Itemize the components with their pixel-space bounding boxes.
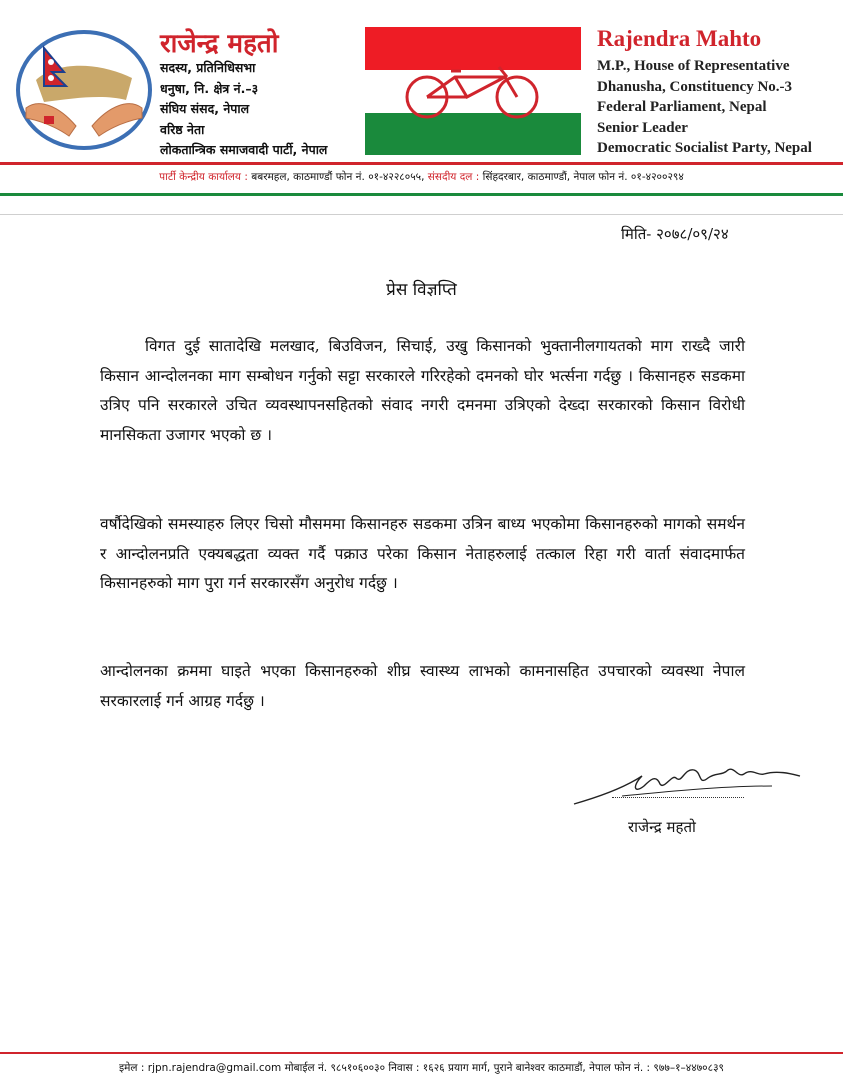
header-rule-red bbox=[0, 162, 843, 165]
english-designation bbox=[597, 56, 812, 159]
office-address-line bbox=[0, 170, 843, 184]
office-label-parliament: संसदीय दल : bbox=[427, 171, 480, 183]
office-label-party: पार्टी केन्द्रीय कार्यालय : bbox=[159, 171, 248, 183]
party-logo-icon bbox=[14, 28, 154, 152]
np-line: संघिय संसद, नेपाल bbox=[160, 101, 250, 116]
en-line: Senior Leader bbox=[597, 119, 688, 136]
nepali-name: राजेन्द्र महतो bbox=[160, 29, 279, 59]
paragraph: विगत दुई सातादेखि मलखाद, बिउविजन, सिचाई, उखु किसानको भुक्तानीलगायतको माग राख्दै जारी किसान आन्दोलनका माग सम्बोधन गर्नुको सट्टा सरकारले गरिरहेको दमनको घोर भर्त्सना गर्दछु । किसानहरु सडकमा उत्रिए पनि सरकारले उचित व्यवस्थापनसहितको संवाद नगरी दमनमा उत्रिएको देख्दा सरकारको किसान विरोधी मानसिकता उजागर भएको छ । bbox=[100, 337, 745, 444]
en-line: Federal Parliament, Nepal bbox=[597, 99, 767, 115]
en-line: M.P., House of Representative bbox=[597, 58, 790, 74]
np-line: सदस्य, प्रतिनिधिसभा bbox=[160, 60, 256, 75]
signature-icon bbox=[572, 756, 802, 816]
footer-contact: इमेल : rjpn.rajendra@gmail.com मोबाईल नं. ९८५१०६००३० निवास : १६२६ प्रयाग मार्ग, पुराने बानेश्वर काठमाडौं, नेपाल फोन नं. : ९७७–१–४४७०८३९ bbox=[119, 1062, 724, 1074]
np-line: धनुषा, नि. क्षेत्र नं.–३ bbox=[160, 80, 259, 96]
divider bbox=[0, 214, 843, 215]
signature-line bbox=[612, 797, 744, 798]
np-line: लोकतान्त्रिक समाजवादी पार्टी, नेपाल bbox=[160, 142, 328, 157]
en-line: Democratic Socialist Party, Nepal bbox=[597, 140, 812, 156]
party-flag-icon bbox=[365, 27, 581, 155]
office-text-party: बबरमहल, काठमाण्डौं फोन नं. ०१-४२२८०५५, bbox=[247, 171, 428, 183]
header-rule-green bbox=[0, 193, 843, 196]
footer-rule bbox=[0, 1052, 843, 1054]
signer-name: राजेन्द्र महतो bbox=[628, 818, 696, 836]
letter-date: मिति- २०७८/०९/२४ bbox=[621, 225, 729, 243]
document-title: प्रेस विज्ञप्ति bbox=[386, 280, 457, 300]
paragraph: आन्दोलनका क्रममा घाइते भएका किसानहरुको शीघ्र स्वास्थ्य लाभको कामनासहित उपचारको व्यवस्था नेपाल सरकारलाई गर्न आग्रह गर्दछु । bbox=[100, 662, 745, 710]
office-text-parliament: सिंहदरबार, काठमाण्डौं, नेपाल फोन नं. ०१-४२००२९४ bbox=[479, 171, 684, 183]
np-line: वरिष्ठ नेता bbox=[160, 121, 205, 137]
paragraph: वर्षौदेखिको समस्याहरु लिएर चिसो मौसममा किसानहरु सडकमा उत्रिन बाध्य भएकोमा किसानहरुको मागको समर्थन र आन्दोलनप्रति एक्यबद्धता व्यक्त गर्दै पक्राउ परेका किसान नेताहरुलाई तत्काल रिहा गरी वार्ता संवादमार्फत किसानहरुको माग पुरा गर्न सरकारसँग अनुरोध गर्दछु । bbox=[100, 515, 745, 592]
english-name: Rajendra Mahto bbox=[597, 26, 762, 51]
en-line: Dhanusha, Constituency No.-3 bbox=[597, 78, 793, 95]
nepali-designation bbox=[160, 58, 327, 161]
